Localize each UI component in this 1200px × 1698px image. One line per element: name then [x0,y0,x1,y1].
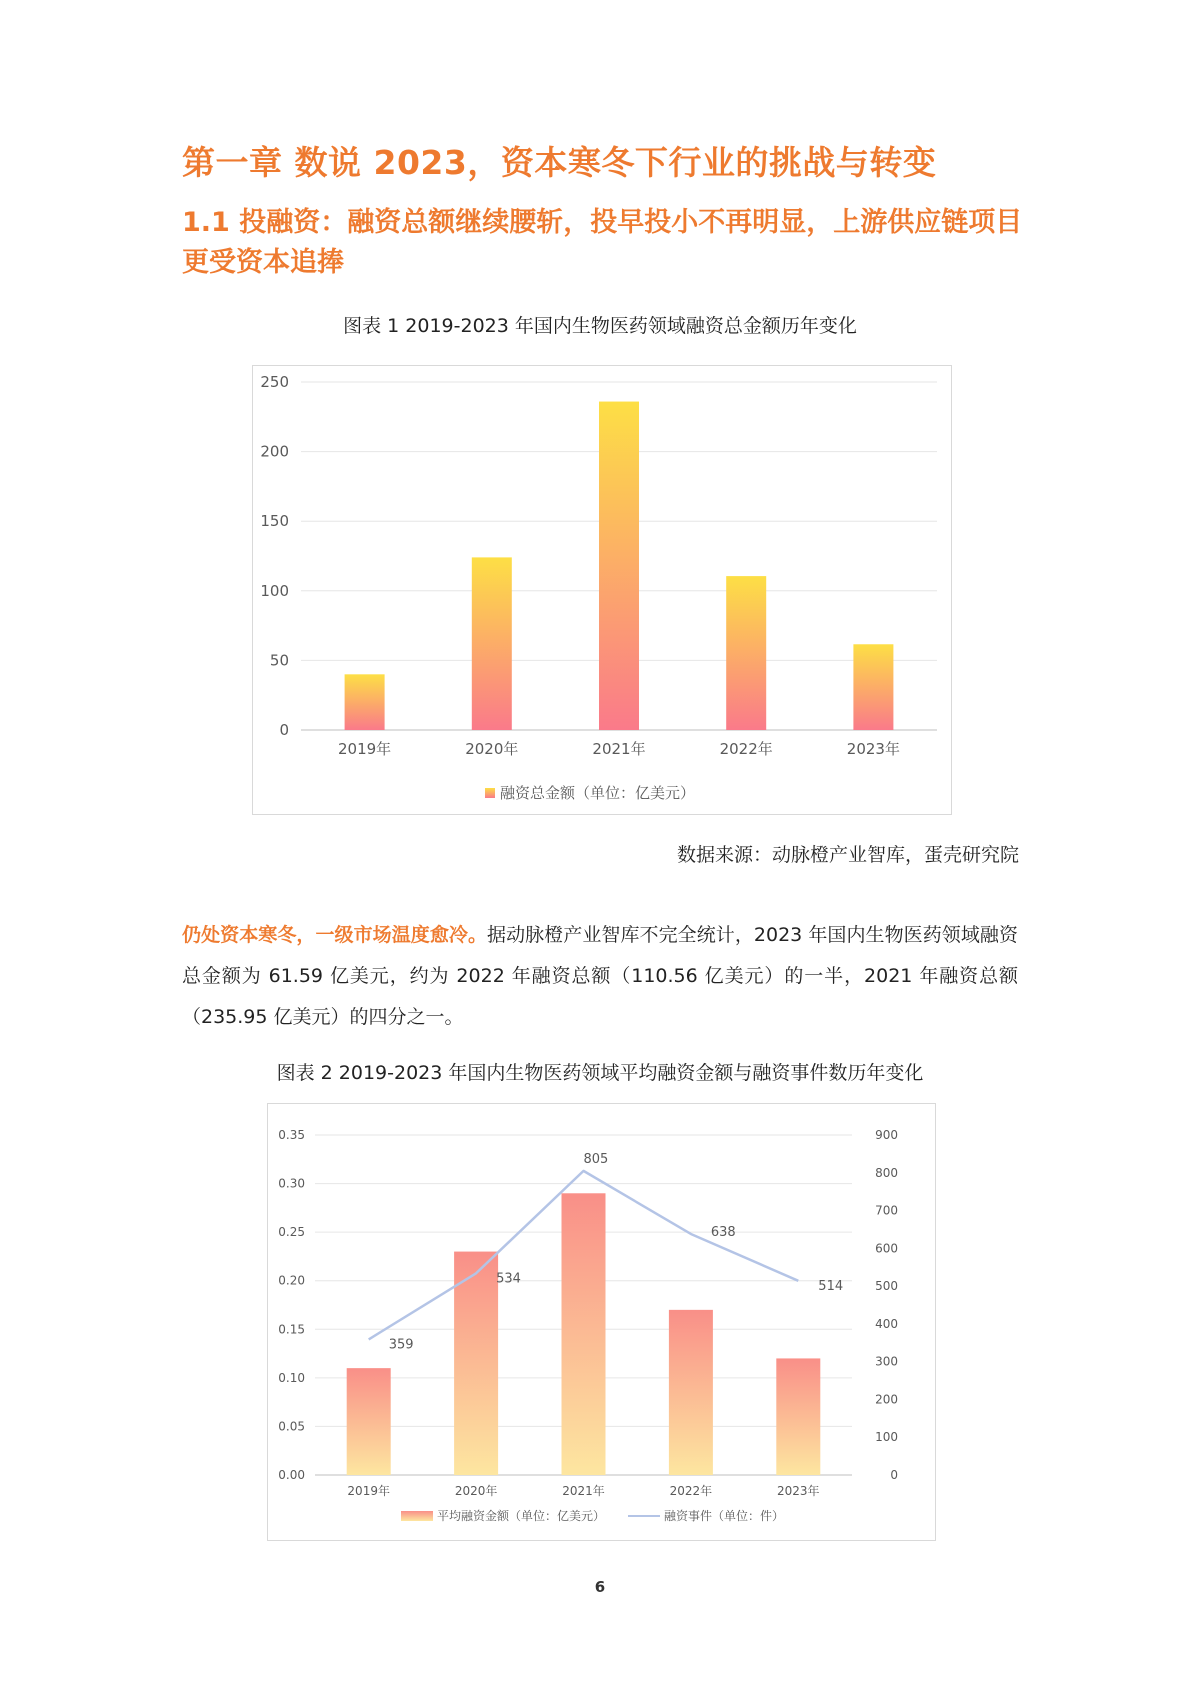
data-source: 数据来源：动脉橙产业智库，蛋壳研究院 [676,844,1019,866]
chart2-y-right-tick-label: 800 [875,1165,898,1180]
chart2-bar [776,1358,820,1475]
chart1-legend-swatch [485,788,495,798]
chart1-y-tick-label: 100 [260,581,289,600]
chart2-line-data-label: 805 [583,1151,609,1167]
chart2-y-left-tick-label: 0.05 [278,1419,305,1434]
chart2-x-tick-label: 2022年 [669,1484,713,1498]
chart2-y-right-tick-label: 600 [875,1241,898,1256]
chart2-y-right-tick-label: 0 [890,1468,898,1482]
chart1-y-tick-label: 50 [269,651,289,670]
chart1-legend-label: 融资总金额（单位：亿美元） [500,784,696,802]
chart2-bar [454,1252,498,1475]
chart2-line-data-label: 638 [710,1224,736,1240]
chart2-x-tick-label: 2020年 [454,1484,498,1498]
chart1-x-tick-label: 2022年 [719,740,773,758]
chart2-y-right-tick-label: 700 [875,1203,898,1218]
chart2-y-left-tick-label: 0.30 [278,1176,305,1191]
chart2-y-right-tick-label: 200 [875,1392,898,1407]
chart1-y-tick-label: 0 [279,721,289,739]
paragraph-highlight: 仍处资本寒冬，一级市场温度愈冷。 [182,924,488,946]
paragraph-text: 据动脉橙产业智库不完全统计，2023 年国内生物医药领域融资总金额为 61.59 亿美元，约为 2022 年融资总额（110.56 亿美元）的一半，2021 年融资总额（235.95 亿美元）的四分之一。 [182,924,1018,1028]
chart2-y-right-tick-label: 500 [875,1279,898,1294]
page-number: 6 [594,1578,606,1596]
body-paragraph [182,915,1018,1038]
chart2-y-left-tick-label: 0.20 [278,1273,305,1288]
chart2-x-tick-label: 2021年 [562,1484,605,1498]
chart1-x-tick-label: 2019年 [338,740,392,758]
chart1-x-tick-label: 2020年 [465,740,519,758]
chart2-bar [562,1193,606,1475]
chart2-y-right-tick-label: 100 [875,1430,898,1445]
chart1-bar [472,557,512,730]
chart2-x-tick-label: 2019年 [347,1484,390,1498]
chart1-x-tick-label: 2023年 [846,740,900,758]
figure1-box [252,365,952,815]
chart1-y-tick-label: 250 [260,373,289,391]
chart2-line-data-label: 534 [496,1271,521,1287]
chart1-x-tick-label: 2021年 [592,740,646,758]
chart2-legend-line-label: 融资事件（单位：件） [664,1509,785,1523]
chart2-bar [347,1368,391,1475]
chart2-y-right-tick-label: 400 [875,1316,898,1331]
chart2-line-data-label: 359 [388,1337,414,1353]
chart1-bar [853,644,893,730]
figure2-caption: 图表 2 2019-2023 年国内生物医药领域平均融资金额与融资事件数历年变化 [276,1062,924,1084]
chart1-bar [726,576,766,730]
chart2-y-left-tick-label: 0.35 [278,1128,305,1142]
figure2-box [267,1103,936,1541]
chart1-svg [253,366,951,814]
chart2-svg [268,1104,935,1540]
chart2-line-data-label: 514 [818,1278,844,1294]
chart2-x-tick-label: 2023年 [777,1484,820,1498]
chart2-legend-bar-swatch [401,1511,433,1521]
chart2-y-left-tick-label: 0.10 [278,1370,305,1385]
figure1-caption: 图表 1 2019-2023 年国内生物医药领域融资总金额历年变化 [343,315,857,337]
chart2-y-right-tick-label: 900 [875,1128,898,1142]
chart1-y-tick-label: 200 [260,442,289,461]
chart1-bar [345,674,385,730]
chapter-title: 第一章 数说 2023，资本寒冬下行业的挑战与转变 [182,143,937,182]
chart1-y-tick-label: 150 [260,512,289,531]
chart2-legend-bar-label: 平均融资金额（单位：亿美元） [437,1509,606,1523]
chart2-y-right-tick-label: 300 [875,1354,898,1369]
chart2-bar [669,1310,713,1475]
chart1-bar [599,402,639,730]
chart2-y-left-tick-label: 0.00 [278,1468,305,1482]
chart2-y-left-tick-label: 0.15 [278,1322,305,1337]
chart2-y-left-tick-label: 0.25 [278,1225,305,1240]
section-title: 1.1 投融资：融资总额继续腰斩，投早投小不再明显，上游供应链项目更受资本追捧 [182,207,1023,278]
